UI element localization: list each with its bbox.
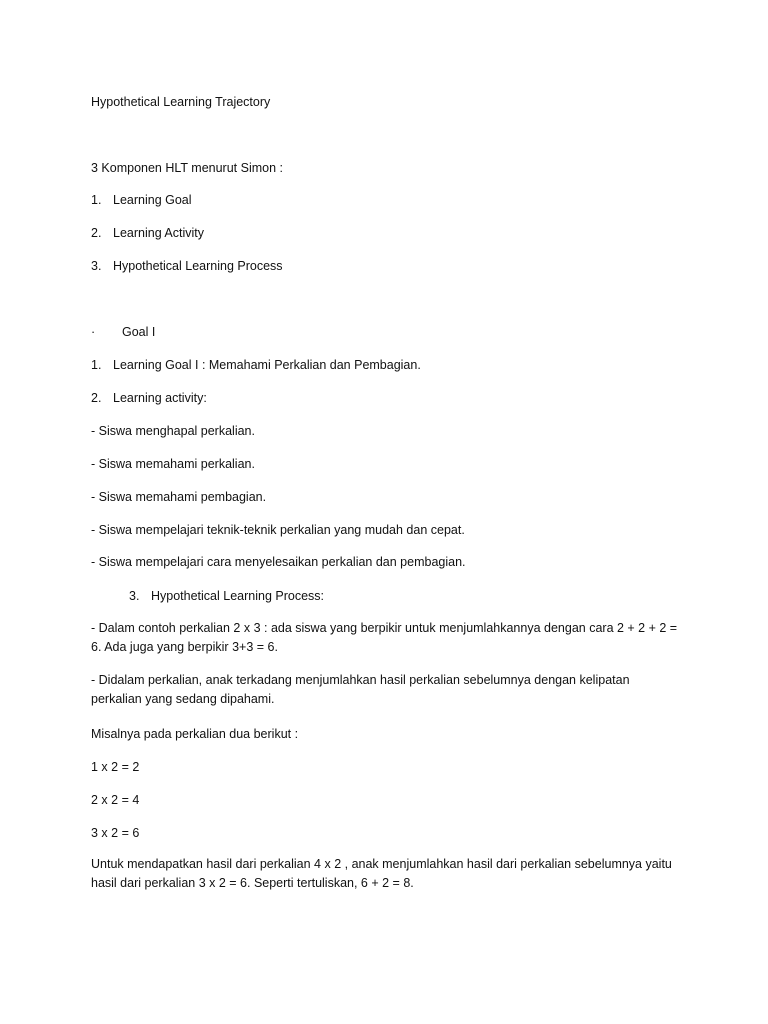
component-item xyxy=(91,258,283,274)
list-number: 1. xyxy=(91,358,102,372)
list-text: Learning activity: xyxy=(113,391,207,405)
list-number: 2. xyxy=(91,226,102,240)
component-item xyxy=(91,192,192,208)
list-number: 1. xyxy=(91,193,102,207)
paragraph: - Didalam perkalian, anak terkadang menjumlahkan hasil perkalian sebelumnya dengan kelipatan perkalian yang sedang dipahami. xyxy=(91,673,630,706)
activity-item: - Siswa memahami perkalian. xyxy=(91,457,255,471)
list-number: 3. xyxy=(91,259,102,273)
goal-title: Goal I xyxy=(122,325,156,339)
list-number: 3. xyxy=(129,589,140,603)
goal-item xyxy=(91,357,421,373)
equation: 2 x 2 = 4 xyxy=(91,793,140,807)
list-text: Learning Goal I : Memahami Perkalian dan Pembagian. xyxy=(113,358,421,372)
list-text: Hypothetical Learning Process xyxy=(113,259,283,273)
component-item xyxy=(91,225,204,241)
activity-item: - Siswa memahami pembagian. xyxy=(91,490,267,504)
components-heading: 3 Komponen HLT menurut Simon : xyxy=(91,161,283,175)
equation: 1 x 2 = 2 xyxy=(91,760,140,774)
equation: 3 x 2 = 6 xyxy=(91,826,140,840)
paragraph: - Dalam contoh perkalian 2 x 3 : ada siswa yang berpikir untuk menjumlahkannya dengan cara 2 + 2 + 2 = 6. Ada juga yang berpikir 3+3 = 6. xyxy=(91,621,678,654)
list-number: 2. xyxy=(91,391,102,405)
activity-item: - Siswa mempelajari cara menyelesaikan perkalian dan pembagian. xyxy=(91,555,466,569)
activity-item: - Siswa mempelajari teknik-teknik perkalian yang mudah dan cepat. xyxy=(91,523,465,537)
document-title: Hypothetical Learning Trajectory xyxy=(91,95,271,109)
goal-heading xyxy=(91,324,155,340)
goal-item xyxy=(91,390,207,406)
conclusion-paragraph: Untuk mendapatkan hasil dari perkalian 4 x 2 , anak menjumlahkan hasil dari perkalian sebelumnya yaitu hasil dari perkalian 3 x 2 = 6. Seperti tertuliskan, 6 + 2 = 8. xyxy=(91,857,672,890)
list-text: Hypothetical Learning Process: xyxy=(151,589,325,603)
example-intro: Misalnya pada perkalian dua berikut : xyxy=(91,727,299,741)
activity-item: - Siswa menghapal perkalian. xyxy=(91,424,255,438)
process-heading xyxy=(129,588,324,604)
list-text: Learning Goal xyxy=(113,193,192,207)
bullet-icon: · xyxy=(91,325,96,339)
list-text: Learning Activity xyxy=(113,226,205,240)
